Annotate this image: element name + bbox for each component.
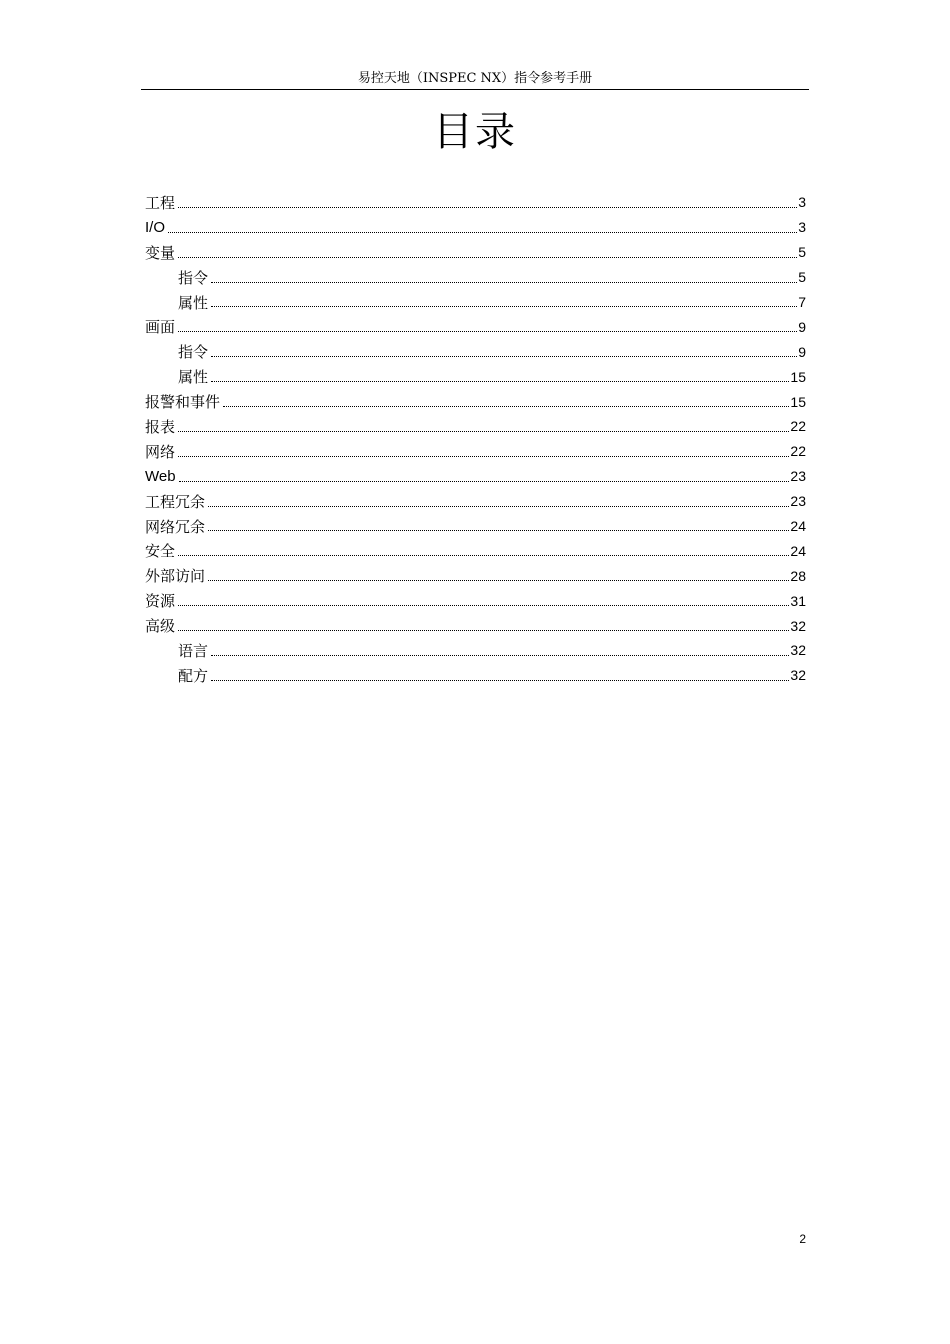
toc-entry-page: 7 — [798, 294, 806, 310]
toc-entry-label: 画面 — [145, 318, 176, 337]
toc-entry-page: 31 — [790, 592, 806, 609]
toc-entry-page: 22 — [790, 418, 806, 435]
toc-entry-network[interactable] — [145, 439, 806, 464]
toc-entry-label: 资源 — [145, 592, 176, 611]
toc-entry-page: 24 — [790, 542, 806, 559]
page-number: 2 — [799, 1232, 806, 1246]
dot-leader — [168, 232, 797, 233]
running-header: 易控天地（INSPEC NX）指令参考手册 — [141, 70, 809, 90]
toc-entry-page: 23 — [790, 493, 806, 510]
toc-entry-reports[interactable] — [145, 414, 806, 439]
dot-leader — [211, 381, 789, 382]
toc-entry-variables[interactable] — [145, 240, 806, 265]
toc-entry-variables-commands[interactable] — [145, 265, 806, 290]
dot-leader — [178, 431, 789, 432]
dot-leader — [178, 555, 789, 556]
toc-entry-alarms-events[interactable] — [145, 389, 806, 414]
toc-entry-page: 5 — [798, 269, 806, 286]
toc-entry-page: 24 — [790, 518, 806, 535]
toc-entry-label: 外部访问 — [145, 567, 206, 586]
toc-entry-advanced[interactable] — [145, 613, 806, 638]
toc-entry-label: 报表 — [145, 417, 176, 436]
toc-entry-label: 属性 — [178, 293, 209, 312]
toc-entry-advanced-recipes[interactable] — [145, 663, 806, 688]
toc-entry-label: 语言 — [178, 641, 209, 660]
toc-entry-project-redundancy[interactable] — [145, 489, 806, 514]
toc-entry-advanced-language[interactable] — [145, 638, 806, 663]
toc-entry-external-access[interactable] — [145, 563, 806, 588]
dot-leader — [211, 282, 797, 283]
toc-entry-page: 3 — [798, 194, 806, 211]
toc-entry-label: 网络冗余 — [145, 517, 206, 536]
toc-entry-io[interactable] — [145, 215, 806, 240]
toc-entry-page: 32 — [790, 642, 806, 659]
toc-entry-label: I/O — [145, 218, 166, 236]
dot-leader — [178, 207, 797, 208]
dot-leader — [178, 605, 789, 606]
toc-entry-page: 32 — [790, 667, 806, 684]
dot-leader — [211, 680, 789, 681]
toc-entry-label: 网络 — [145, 442, 176, 461]
toc-entry-screens-commands[interactable] — [145, 339, 806, 364]
toc-entry-page: 23 — [790, 468, 806, 485]
toc-entry-label: 安全 — [145, 542, 176, 561]
dot-leader — [208, 506, 789, 507]
toc-entry-network-redundancy[interactable] — [145, 514, 806, 539]
toc-entry-page: 5 — [798, 244, 806, 261]
toc-entry-label: 属性 — [178, 368, 209, 387]
dot-leader — [208, 530, 789, 531]
toc-entry-screens[interactable] — [145, 314, 806, 339]
dot-leader — [223, 406, 789, 407]
dot-leader — [178, 456, 789, 457]
toc-entry-label: 工程冗余 — [145, 492, 206, 511]
toc-entry-label: 指令 — [178, 268, 209, 287]
toc-entry-web[interactable] — [145, 464, 806, 489]
toc-entry-page: 9 — [798, 318, 806, 335]
dot-leader — [178, 630, 789, 631]
dot-leader — [211, 655, 789, 656]
table-of-contents — [145, 190, 806, 688]
toc-entry-label: 变量 — [145, 243, 176, 262]
toc-entry-project[interactable] — [145, 190, 806, 215]
toc-entry-label: Web — [145, 467, 176, 485]
toc-entry-page: 15 — [790, 393, 806, 410]
dot-leader — [178, 257, 797, 258]
toc-entry-label: 报警和事件 — [145, 393, 221, 412]
toc-entry-label: 工程 — [145, 193, 176, 212]
toc-entry-page: 28 — [790, 567, 806, 584]
toc-entry-label: 高级 — [145, 617, 176, 636]
toc-title: 目录 — [433, 109, 517, 155]
toc-entry-page: 3 — [798, 219, 806, 236]
dot-leader — [211, 306, 797, 307]
dot-leader — [178, 331, 797, 332]
toc-entry-page: 9 — [798, 343, 806, 360]
toc-entry-page: 22 — [790, 443, 806, 460]
toc-entry-label: 配方 — [178, 666, 209, 685]
toc-entry-security[interactable] — [145, 538, 806, 563]
toc-entry-page: 15 — [790, 368, 806, 385]
toc-entry-label: 指令 — [178, 343, 209, 362]
dot-leader — [211, 356, 797, 357]
toc-entry-resources[interactable] — [145, 588, 806, 613]
dot-leader — [208, 580, 789, 581]
toc-entry-page: 32 — [790, 617, 806, 634]
toc-entry-screens-properties[interactable] — [145, 364, 806, 389]
toc-entry-variables-properties[interactable] — [145, 290, 806, 315]
dot-leader — [179, 481, 790, 482]
